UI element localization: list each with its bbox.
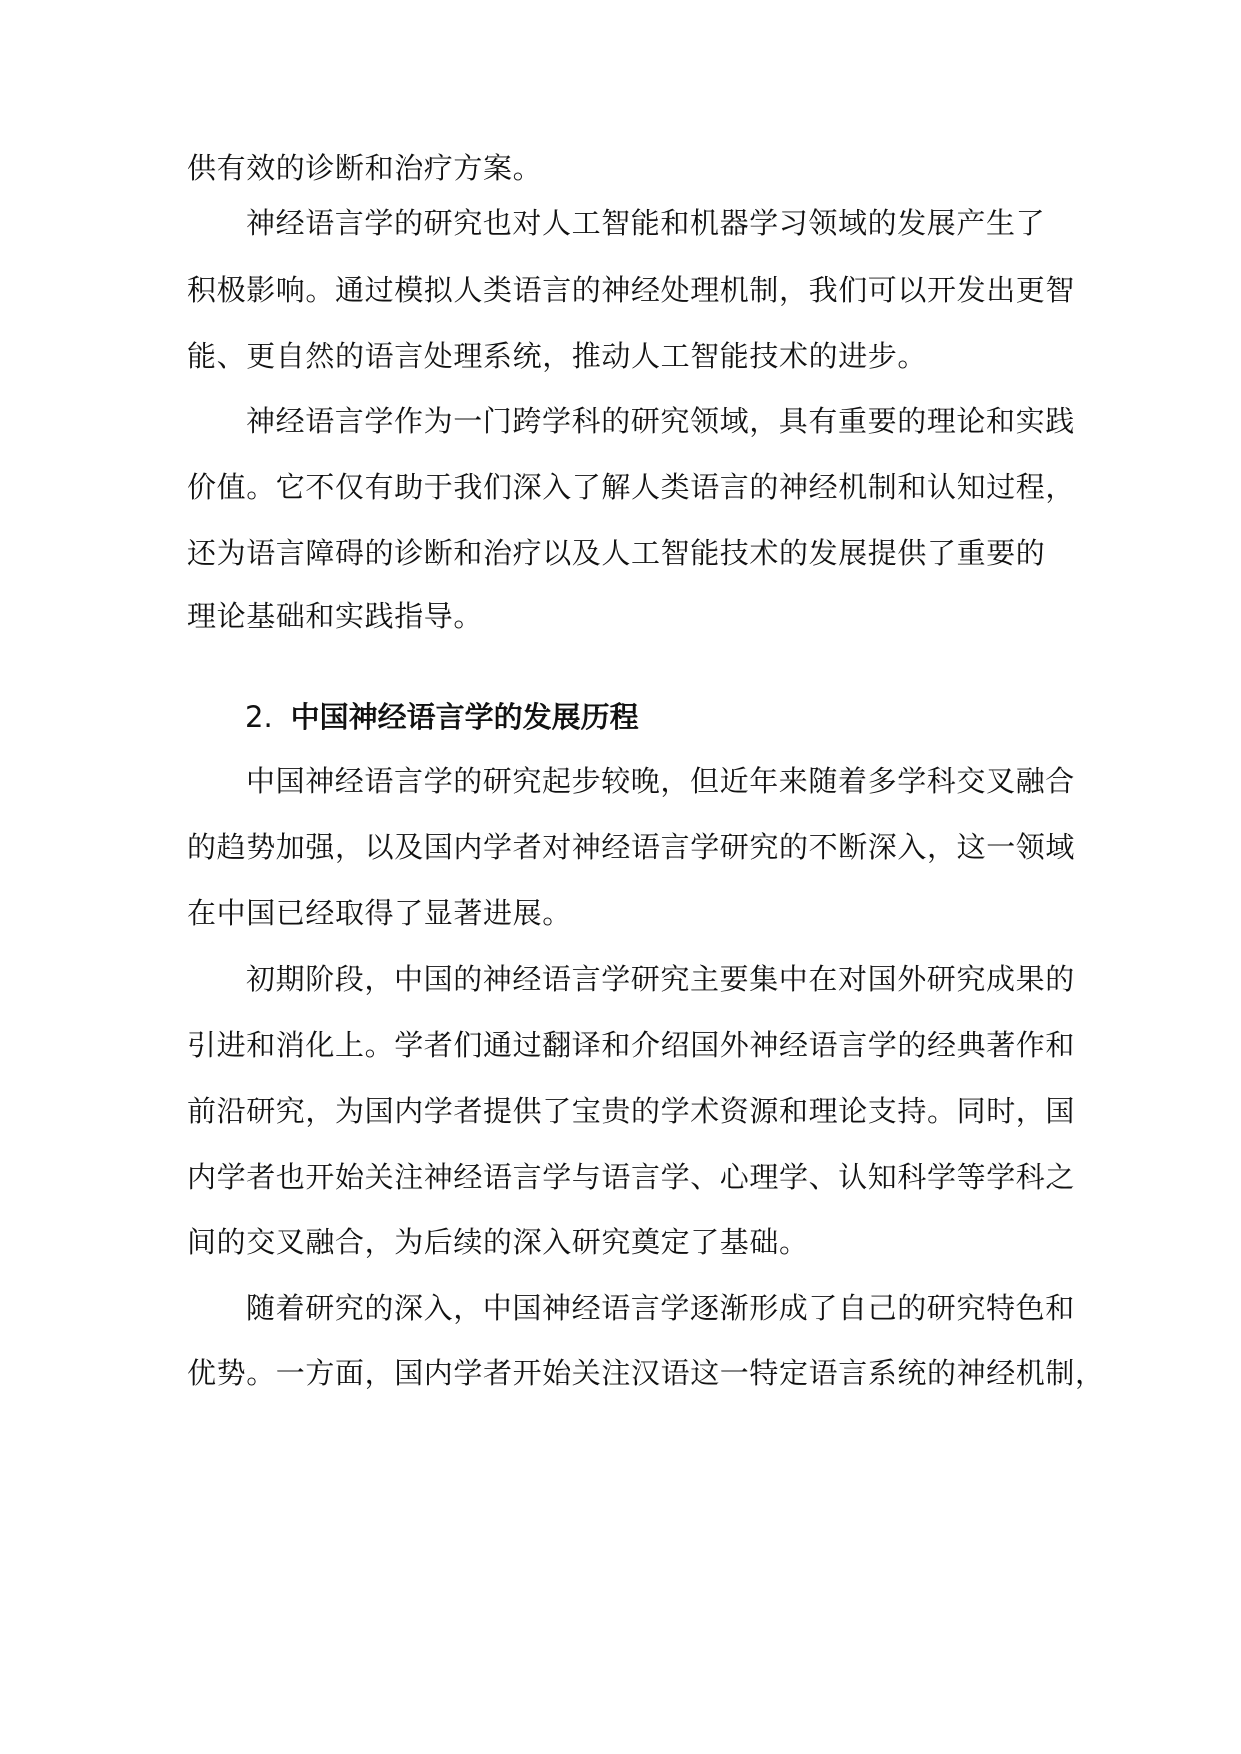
text-line: 初期阶段，中国的神经语言学研究主要集中在对国外研究成果的 <box>246 962 1075 996</box>
section-heading <box>245 697 639 737</box>
text-line: 价值。它不仅有助于我们深入了解人类语言的神经机制和认知过程， <box>187 470 1076 504</box>
section-title: 中国神经语言学的发展历程 <box>290 700 639 734</box>
text-line: 理论基础和实践指导。 <box>187 599 484 633</box>
text-line: 中国神经语言学的研究起步较晚，但近年来随着多学科交叉融合 <box>246 764 1075 798</box>
text-line: 积极影响。通过模拟人类语言的神经处理机制，我们可以开发出更智 <box>187 273 1076 307</box>
text-line: 的趋势加强，以及国内学者对神经语言学研究的不断深入，这一领域 <box>187 830 1076 864</box>
text-line: 引进和消化上。学者们通过翻译和介绍国外神经语言学的经典著作和 <box>187 1028 1076 1062</box>
section-number: 2. <box>245 700 273 734</box>
text-line: 能、更自然的语言处理系统，推动人工智能技术的进步。 <box>187 339 928 373</box>
text-line: 内学者也开始关注神经语言学与语言学、心理学、认知科学等学科之 <box>187 1160 1076 1194</box>
text-line: 随着研究的深入，中国神经语言学逐渐形成了自己的研究特色和 <box>246 1291 1075 1325</box>
text-line: 供有效的诊断和治疗方案。 <box>187 151 543 185</box>
text-line: 神经语言学作为一门跨学科的研究领域，具有重要的理论和实践 <box>246 404 1075 438</box>
text-line: 在中国已经取得了显著进展。 <box>187 896 572 930</box>
text-line: 间的交叉融合，为后续的深入研究奠定了基础。 <box>187 1225 809 1259</box>
text-line: 前沿研究，为国内学者提供了宝贵的学术资源和理论支持。同时，国 <box>187 1094 1076 1128</box>
text-line: 还为语言障碍的诊断和治疗以及人工智能技术的发展提供了重要的 <box>187 536 1046 570</box>
text-line: 优势。一方面，国内学者开始关注汉语这一特定语言系统的神经机制， <box>187 1356 1105 1390</box>
text-line: 神经语言学的研究也对人工智能和机器学习领域的发展产生了 <box>246 206 1046 240</box>
